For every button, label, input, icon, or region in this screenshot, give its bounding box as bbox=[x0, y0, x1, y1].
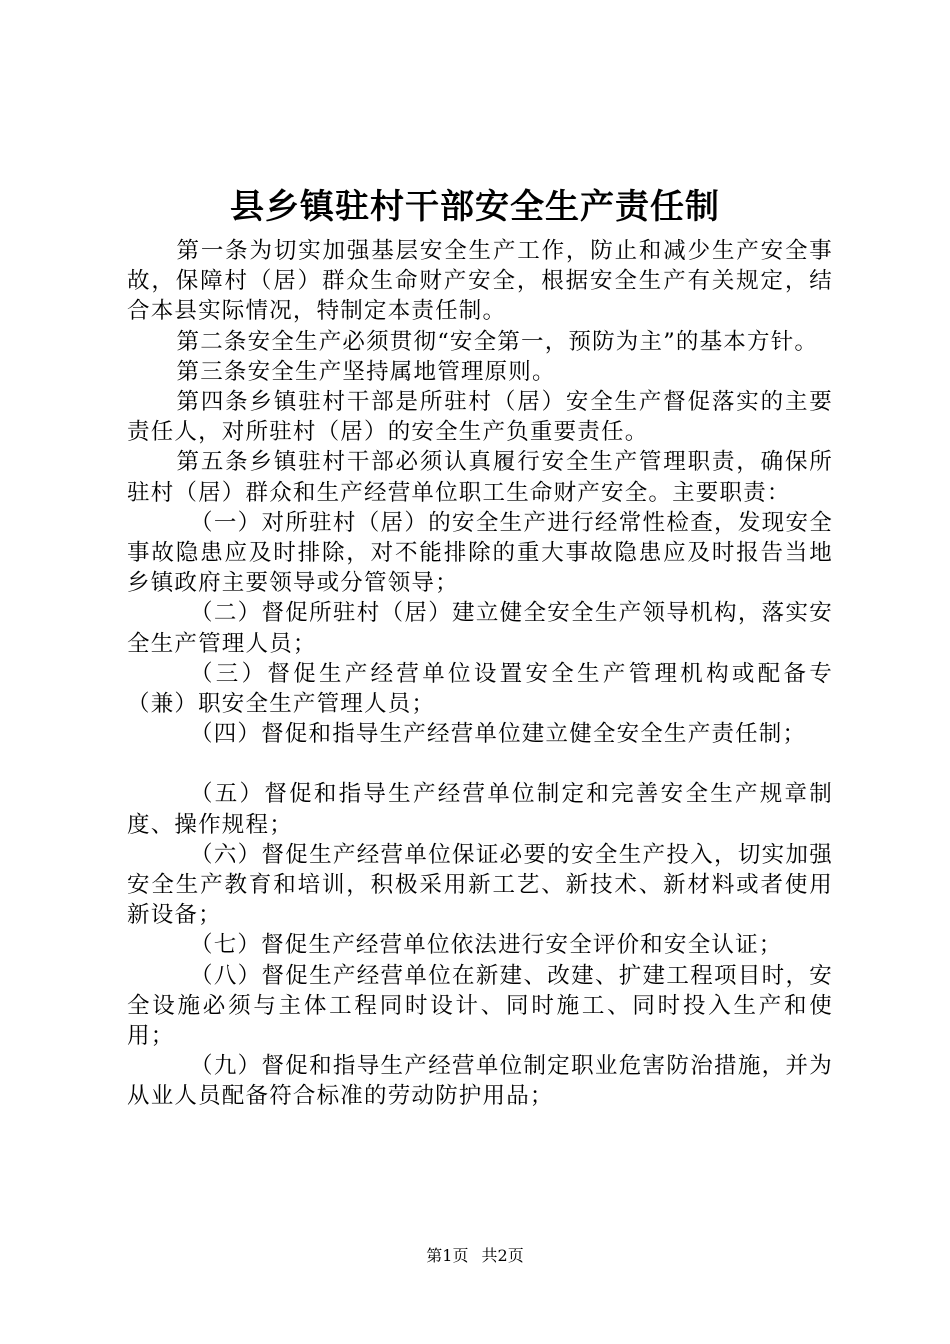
paragraph-article-3: 第三条安全生产坚持属地管理原则。 bbox=[176, 358, 556, 385]
paragraph-article-1: 第一条为切实加强基层安全生产工作，防止和减少生产安全事故，保障村（居）群众生命财产安全，根据安全生产有关规定，结合本县实际情况，特制定本责任制。 bbox=[127, 238, 833, 325]
paragraph-duty-6: （六）督促生产经营单位保证必要的安全生产投入，切实加强安全生产教育和培训，积极采用新工艺、新技术、新材料或者使用新设备； bbox=[127, 841, 833, 929]
paragraph-duty-1: （一）对所驻村（居）的安全生产进行经常性检查，发现安全事故隐患应及时排除，对不能排除的重大事故隐患应及时报告当地乡镇政府主要领导或分管领导； bbox=[127, 509, 833, 597]
page-number: 第1页 bbox=[426, 1246, 469, 1265]
paragraph-article-4: 第四条乡镇驻村干部是所驻村（居）安全生产督促落实的主要责任人，对所驻村（居）的安全生产负重要责任。 bbox=[127, 389, 833, 446]
document-body bbox=[127, 236, 833, 1112]
paragraph-article-2: 第二条安全生产必须贯彻“安全第一，预防为主”的基本方针。 bbox=[176, 328, 819, 355]
paragraph-duty-9: （九）督促和指导生产经营单位制定职业危害防治措施，并为从业人员配备符合标准的劳动防护用品； bbox=[127, 1053, 833, 1110]
paragraph-duty-5: （五）督促和指导生产经营单位制定和完善安全生产规章制度、操作规程； bbox=[127, 781, 833, 838]
page-total: 共2页 bbox=[481, 1246, 524, 1265]
paragraph-duty-2: （二）督促所驻村（居）建立健全安全生产领导机构，落实安全生产管理人员； bbox=[127, 600, 833, 657]
paragraph-duty-3: （三）督促生产经营单位设置安全生产管理机构或配备专（兼）职安全生产管理人员； bbox=[127, 660, 833, 718]
page-footer bbox=[0, 1246, 950, 1266]
paragraph-duty-4: （四）督促和指导生产经营单位建立健全安全生产责任制； bbox=[190, 721, 807, 748]
paragraph-article-5: 第五条乡镇驻村干部必须认真履行安全生产管理职责，确保所驻村（居）群众和生产经营单位职工生命财产安全。主要职责： bbox=[127, 449, 833, 506]
paragraph-duty-8: （八）督促生产经营单位在新建、改建、扩建工程项目时，安全设施必须与主体工程同时设计、同时施工、同时投入生产和使用； bbox=[127, 962, 833, 1050]
paragraph-duty-7: （七）督促生产经营单位依法进行安全评价和安全认证； bbox=[190, 932, 783, 959]
document-title: 县乡镇驻村干部安全生产责任制 bbox=[230, 187, 720, 227]
